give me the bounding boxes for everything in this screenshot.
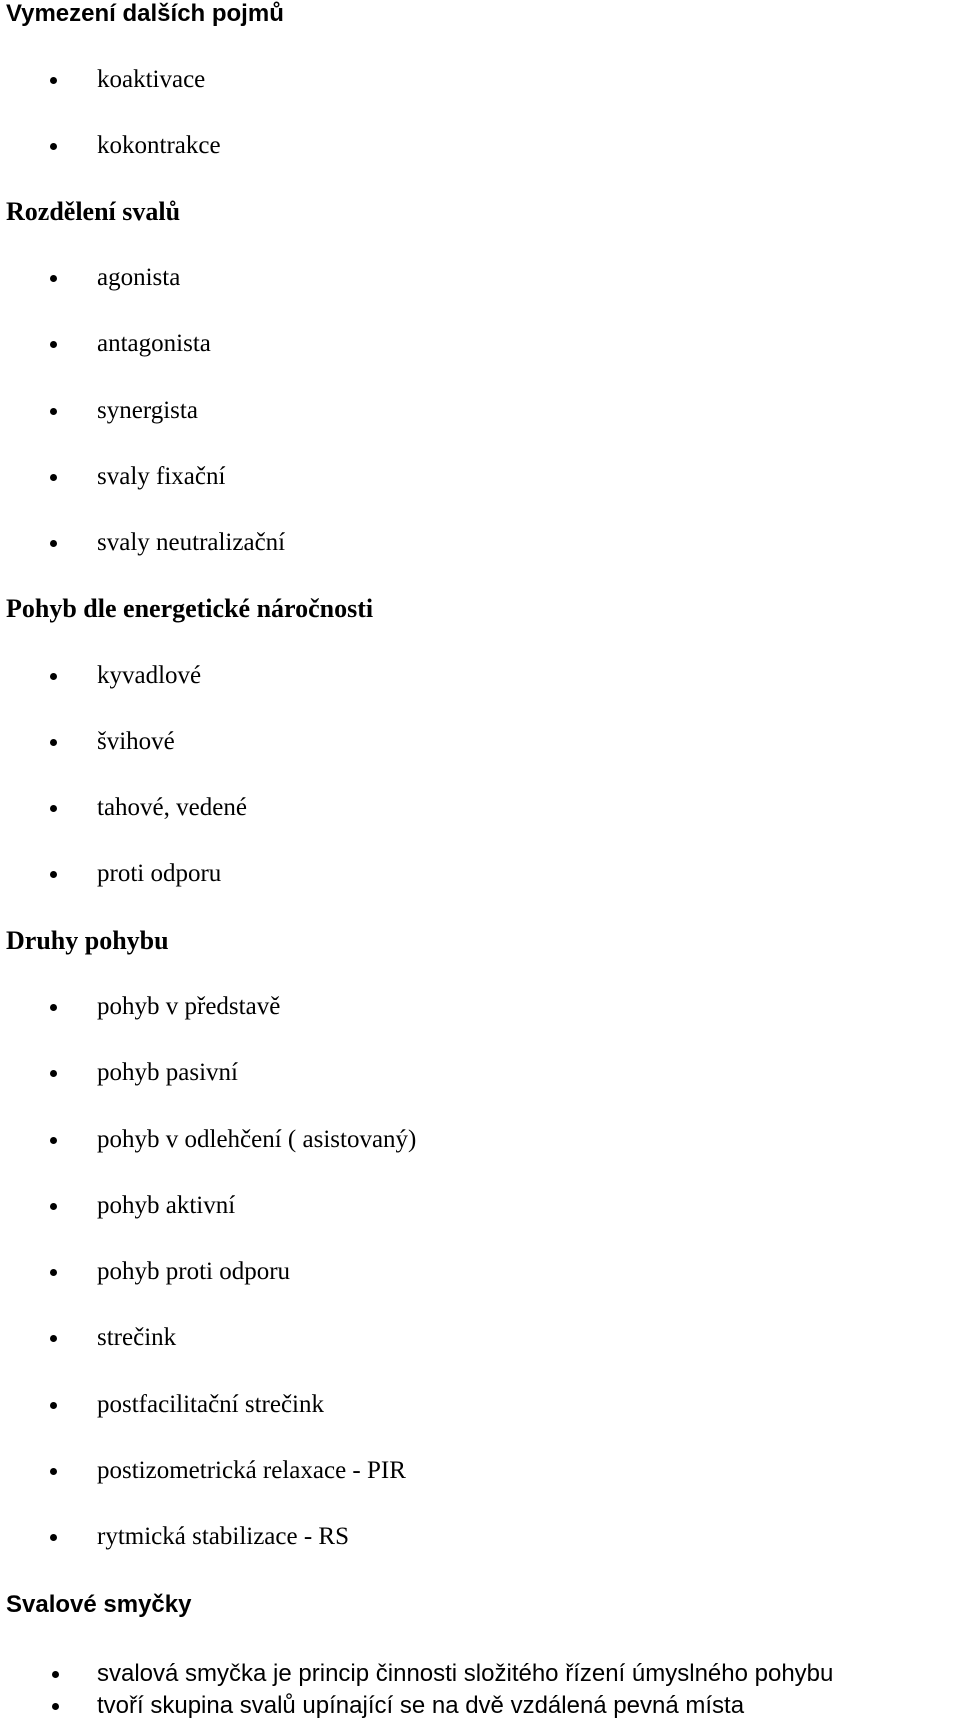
list-item-text: svaly fixační — [97, 463, 226, 490]
list-item-text: postizometrická relaxace - PIR — [97, 1457, 406, 1484]
list-item-text: pohyb pasivní — [97, 1059, 238, 1086]
list-item-text: antagonista — [97, 330, 211, 357]
bullet-icon — [50, 1402, 57, 1409]
list-item-text: pohyb v představě — [97, 993, 281, 1020]
bullet-icon — [52, 1703, 59, 1710]
list-item-text: pohyb aktivní — [97, 1192, 236, 1219]
bullet-icon — [50, 1070, 57, 1077]
section-heading-druhy-pohybu: Druhy pohybu — [6, 926, 169, 955]
list-item-text: koaktivace — [97, 66, 206, 93]
list-item-text: tahové, vedené — [97, 794, 247, 821]
section-heading-pohyb-dle-energeticke-narocnosti: Pohyb dle energetické náročnosti — [6, 594, 374, 623]
bullet-icon — [50, 1468, 57, 1475]
list-item-text: agonista — [97, 264, 181, 291]
bullet-icon — [50, 474, 57, 481]
list-item-text: kokontrakce — [97, 132, 221, 159]
list-item-text: strečink — [97, 1324, 177, 1351]
bullet-icon — [50, 1269, 57, 1276]
bullet-icon — [50, 739, 57, 746]
bullet-icon — [50, 871, 57, 878]
section-heading-vymezeni: Vymezení dalších pojmů — [6, 0, 284, 27]
bullet-icon — [50, 341, 57, 348]
list-item-text: kyvadlové — [97, 662, 202, 689]
list-item-text: tvoří skupina svalů upínající se na dvě vzdálená pevná místa — [97, 1692, 745, 1719]
bullet-icon — [50, 1004, 57, 1011]
list-item-text: pohyb v odlehčení ( asistovaný) — [97, 1126, 417, 1153]
section-heading-rozdeleni-svalu: Rozdělení svalů — [6, 197, 181, 226]
bullet-icon — [50, 77, 57, 84]
bullet-icon — [52, 1671, 59, 1678]
bullet-icon — [50, 1203, 57, 1210]
bullet-icon — [50, 1335, 57, 1342]
list-item-text: svaly neutralizační — [97, 529, 286, 556]
bullet-icon — [50, 1137, 57, 1144]
list-item-text: proti odporu — [97, 860, 222, 887]
list-item-text: postfacilitační strečink — [97, 1391, 325, 1418]
list-item-text: rytmická stabilizace - RS — [97, 1523, 350, 1550]
bullet-icon — [50, 673, 57, 680]
bullet-icon — [50, 143, 57, 150]
bullet-icon — [50, 275, 57, 282]
list-item-text: pohyb proti odporu — [97, 1258, 291, 1285]
bullet-icon — [50, 1534, 57, 1541]
bullet-icon — [50, 408, 57, 415]
list-item-text: synergista — [97, 397, 198, 424]
section-heading-svalove-smycky: Svalové smyčky — [6, 1591, 192, 1618]
bullet-icon — [50, 805, 57, 812]
bullet-icon — [50, 540, 57, 547]
list-item-text: svalová smyčka je princip činnosti složitého řízení úmyslného pohybu — [97, 1660, 834, 1687]
list-item-text: švihové — [97, 728, 175, 755]
